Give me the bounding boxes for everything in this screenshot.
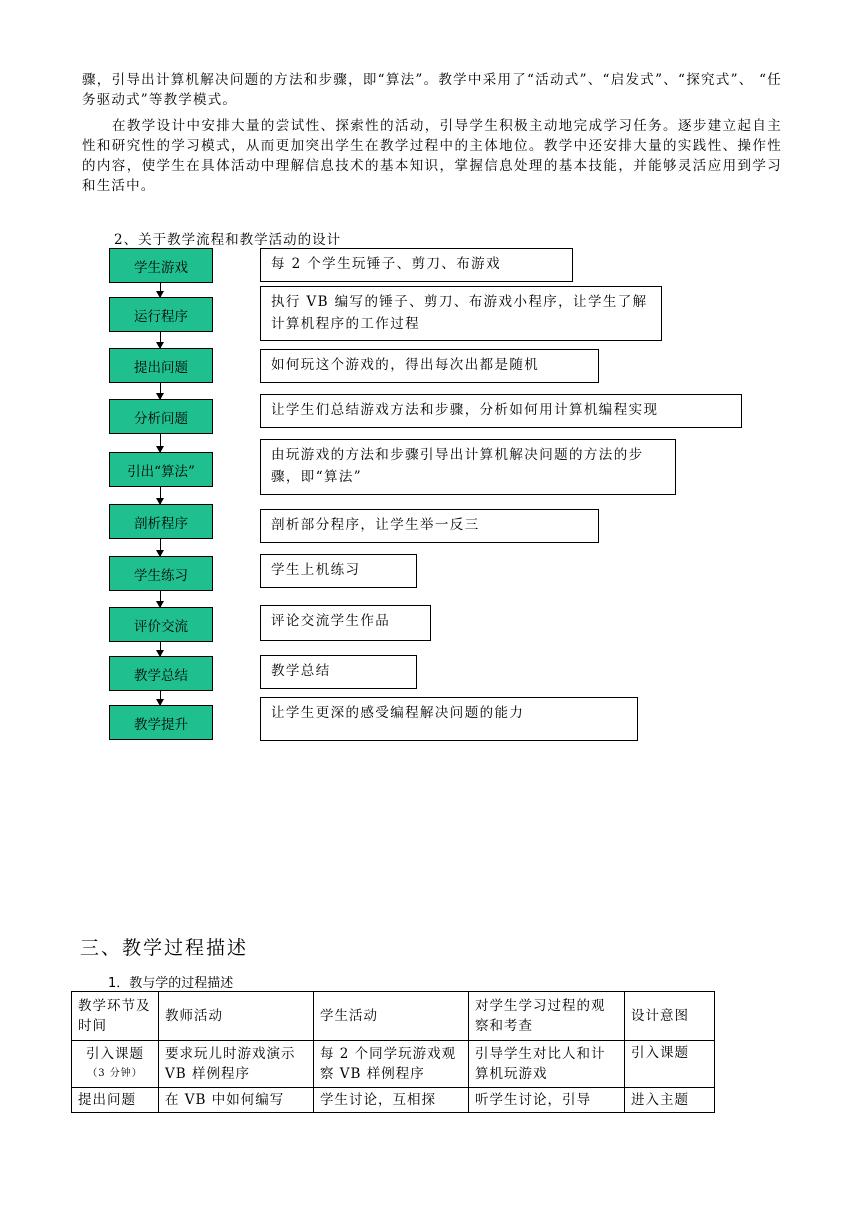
flow-step-3: 提出问题 bbox=[109, 348, 213, 383]
table-cell: 引入课题 bbox=[625, 1041, 715, 1088]
flow-arrow bbox=[160, 332, 161, 348]
flow-desc-7: 学生上机练习 bbox=[260, 554, 417, 588]
table-cell-stage: 提出问题 bbox=[72, 1088, 159, 1113]
table-cell-stage bbox=[72, 1041, 159, 1088]
stage-time: （3 分钟） bbox=[87, 1068, 143, 1079]
table-row bbox=[72, 1041, 715, 1088]
flow-desc-9: 教学总结 bbox=[260, 655, 417, 689]
flow-desc-1: 每 2 个学生玩锤子、剪刀、布游戏 bbox=[260, 248, 573, 282]
table-cell: 要求玩儿时游戏演示 VB 样例程序 bbox=[159, 1041, 314, 1088]
flow-desc-3: 如何玩这个游戏的，得出每次出都是随机 bbox=[260, 349, 599, 383]
table-header-cell: 设计意图 bbox=[625, 992, 715, 1041]
process-table bbox=[71, 991, 715, 1113]
flow-step-5: 引出“算法” bbox=[109, 452, 213, 487]
flow-step-8: 评价交流 bbox=[109, 607, 213, 642]
table-row bbox=[72, 1088, 715, 1113]
flow-step-1: 学生游戏 bbox=[109, 248, 213, 283]
table-cell: 进入主题 bbox=[625, 1088, 715, 1113]
flow-desc-8: 评论交流学生作品 bbox=[260, 605, 431, 641]
table-header-row bbox=[72, 992, 715, 1041]
flow-step-7: 学生练习 bbox=[109, 556, 213, 591]
table-cell: 听学生讨论，引导 bbox=[469, 1088, 625, 1113]
table-header-cell: 教学环节及时间 bbox=[72, 992, 159, 1041]
flow-arrow bbox=[160, 434, 161, 452]
table-header-cell: 学生活动 bbox=[314, 992, 469, 1041]
flow-step-9: 教学总结 bbox=[109, 656, 213, 691]
flow-arrow bbox=[160, 487, 161, 504]
flow-heading: 2、关于教学流程和教学活动的设计 bbox=[114, 232, 342, 248]
table-header-cell: 教师活动 bbox=[159, 992, 314, 1041]
flow-arrow bbox=[160, 642, 161, 656]
flow-step-2: 运行程序 bbox=[109, 297, 213, 332]
flow-desc-2: 执行 VB 编写的锤子、剪刀、布游戏小程序，让学生了解计算机程序的工作过程 bbox=[260, 286, 662, 341]
flow-desc-10: 让学生更深的感受编程解决问题的能力 bbox=[260, 697, 638, 741]
table-cell: 在 VB 中如何编写 bbox=[159, 1088, 314, 1113]
flow-step-10: 教学提升 bbox=[109, 705, 213, 740]
intro-paragraph-2: 在教学设计中安排大量的尝试性、探索性的活动，引导学生积极主动地完成学习任务。逐步建立起自主性和研究性的学习模式，从而更加突出学生在教学过程中的主体地位。教学中还安排大量的实践性、操作性的内容，使学生在具体活动中理解信息技术的基本知识，掌握信息处理的基本技能，并能够灵活应用到学习和生活中。 bbox=[82, 118, 782, 194]
flow-desc-6: 剖析部分程序，让学生举一反三 bbox=[260, 509, 599, 543]
table-header-cell: 对学生学习过程的观察和考查 bbox=[469, 992, 625, 1041]
flow-arrow bbox=[160, 283, 161, 297]
flow-arrow bbox=[160, 691, 161, 705]
table-cell: 每 2 个同学玩游戏观察 VB 样例程序 bbox=[314, 1041, 469, 1088]
flow-arrow bbox=[160, 591, 161, 607]
stage-label: 引入课题 bbox=[86, 1046, 144, 1062]
flow-desc-5: 由玩游戏的方法和步骤引导出计算机解决问题的方法的步骤，即“算法” bbox=[260, 439, 676, 495]
intro-paragraph-1: 骤，引导出计算机解决问题的方法和步骤，即“算法”。教学中采用了“活动式”、“启发式”、“探究式”、 “任务驱动式”等教学模式。 bbox=[82, 72, 782, 108]
flow-desc-4: 让学生们总结游戏方法和步骤，分析如何用计算机编程实现 bbox=[260, 394, 742, 428]
table-cell: 引导学生对比人和计算机玩游戏 bbox=[469, 1041, 625, 1088]
flow-arrow bbox=[160, 539, 161, 556]
section-title: 三、教学过程描述 bbox=[80, 937, 249, 959]
flow-step-4: 分析问题 bbox=[109, 399, 213, 434]
flow-arrow bbox=[160, 383, 161, 399]
table-cell: 学生讨论，互相探 bbox=[314, 1088, 469, 1113]
flow-step-6: 剖析程序 bbox=[109, 504, 213, 539]
section-subtitle: 1．教与学的过程描述 bbox=[108, 976, 234, 991]
